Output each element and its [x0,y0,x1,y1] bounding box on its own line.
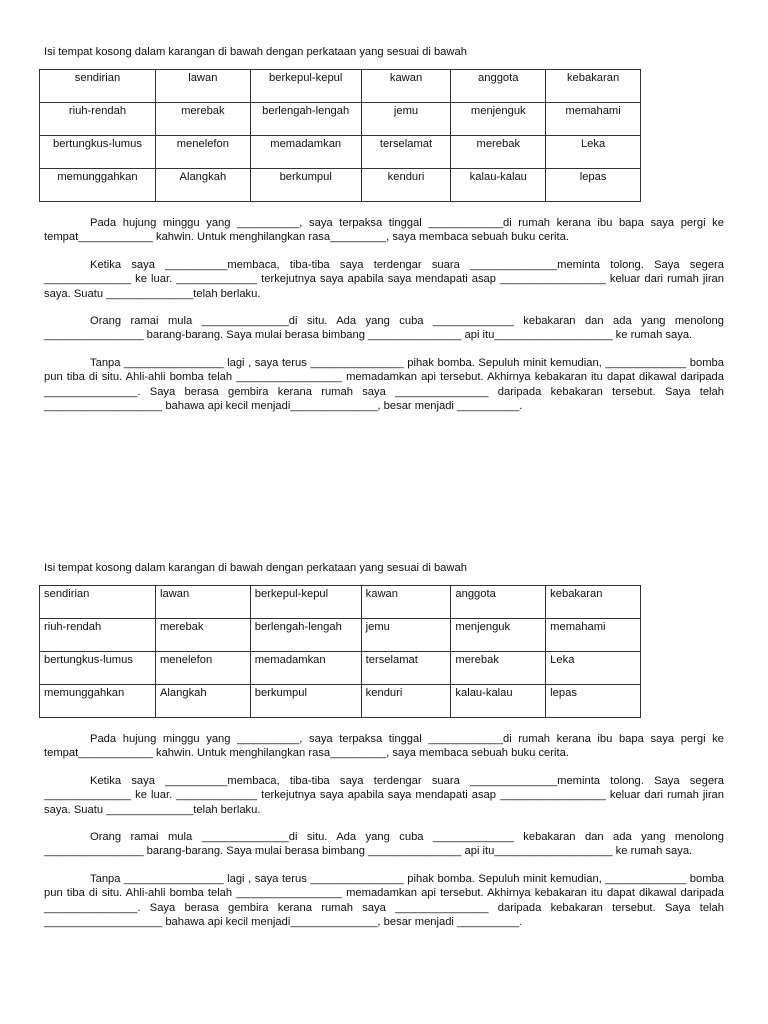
word-cell: Alangkah [155,685,250,718]
word-cell: kebakaran [546,70,641,103]
instruction-text: Isi tempat kosong dalam karangan di bawah dengan perkataan yang sesuai di bawah [44,46,467,58]
word-cell: berlengah-lengah [250,103,361,136]
word-cell: merebak [155,103,250,136]
story-paragraph: Tanpa ________________ lagi , saya terus _______________ pihak bomba. Sepuluh minit kemudian, _____________ bomba pun tiba di situ. Ahli-ahli bomba telah _________________ memadamkan api tersebut. Akhirnya kebakaran itu dapat dikawal daripada _______________. Saya berasa gembira kerana rumah saya _______________ daripada kebakaran tersebut. Saya telah ___________________ bahawa api kecil menjadi______________, besar menjadi __________. [44,872,724,929]
word-cell: riuh-rendah [40,619,156,652]
worksheet-section-2 [44,561,724,942]
story-paragraph: Pada hujung minggu yang __________, saya terpaksa tinggal ____________di rumah kerana ibu bapa saya pergi ke tempat____________ kahwin. Untuk menghilangkan rasa_________, saya membaca sebuah buku cerita. [44,217,724,244]
word-cell: memahami [546,103,641,136]
instruction-text: Isi tempat kosong dalam karangan di bawah dengan perkataan yang sesuai di bawah [44,562,467,574]
story-paragraph: Orang ramai mula ______________di situ. Ada yang cuba _____________ kebakaran dan ada yang menolong ________________ barang-barang. Saya mulai berasa bimbang _______________ api itu___________________ ke rumah saya. [44,831,724,858]
word-cell: anggota [451,70,546,103]
story-paragraph: Ketika saya __________membaca, tiba-tiba saya terdengar suara ______________meminta tolong. Saya segera ______________ ke luar. _____________ terkejutnya saya apabila saya mendapati asap _________________ keluar dari rumah jiran saya. Suatu ______________telah berlaku. [44,774,724,816]
word-cell: kebakaran [546,586,641,619]
word-bank-row [40,169,641,202]
story-paragraph: Ketika saya __________membaca, tiba-tiba saya terdengar suara ______________meminta tolong. Saya segera ______________ ke luar. _____________ terkejutnya saya apabila saya mendapati asap _________________ keluar dari rumah jiran saya. Suatu ______________telah berlaku. [44,258,724,300]
word-cell: berkumpul [250,685,361,718]
word-cell: berkepul-kepul [250,586,361,619]
word-cell: lepas [546,685,641,718]
word-cell: lawan [155,586,250,619]
word-cell: terselamat [361,136,451,169]
word-cell: jemu [361,619,451,652]
word-cell: memahami [546,619,641,652]
word-cell: kenduri [361,169,451,202]
word-cell: menjenguk [451,619,546,652]
word-cell: kalau-kalau [451,169,546,202]
word-bank-row [40,619,641,652]
word-bank-row [40,586,641,619]
word-cell: memadamkan [250,136,361,169]
word-cell: memadamkan [250,652,361,685]
word-cell: kenduri [361,685,451,718]
word-cell: berkepul-kepul [250,70,361,103]
story-text [44,732,724,929]
word-cell: merebak [451,652,546,685]
word-cell: lepas [546,169,641,202]
word-cell: bertungkus-lumus [40,136,156,169]
word-cell: merebak [451,136,546,169]
story-text [44,216,724,413]
word-cell: menjenguk [451,103,546,136]
word-cell: berlengah-lengah [250,619,361,652]
word-cell: Alangkah [155,169,250,202]
word-bank-table [39,69,641,202]
word-bank-row [40,136,641,169]
word-bank-row [40,103,641,136]
word-cell: sendirian [40,70,156,103]
word-cell: Leka [546,136,641,169]
word-cell: anggota [451,586,546,619]
word-cell: bertungkus-lumus [40,652,156,685]
word-cell: memunggahkan [40,685,156,718]
word-cell: sendirian [40,586,156,619]
word-bank-table [39,585,641,718]
word-cell: berkumpul [250,169,361,202]
word-bank-row [40,685,641,718]
word-cell: kalau-kalau [451,685,546,718]
word-bank-row [40,70,641,103]
word-cell: Leka [546,652,641,685]
word-cell: riuh-rendah [40,103,156,136]
word-cell: kawan [361,586,451,619]
word-cell: lawan [155,70,250,103]
word-cell: menelefon [155,136,250,169]
word-cell: kawan [361,70,451,103]
worksheet-section-1 [44,45,724,426]
story-paragraph: Pada hujung minggu yang __________, saya terpaksa tinggal ____________di rumah kerana ibu bapa saya pergi ke tempat____________ kahwin. Untuk menghilangkan rasa_________, saya membaca sebuah buku cerita. [44,733,724,760]
word-bank-row [40,652,641,685]
word-cell: memunggahkan [40,169,156,202]
word-cell: jemu [361,103,451,136]
word-cell: merebak [155,619,250,652]
story-paragraph: Tanpa ________________ lagi , saya terus _______________ pihak bomba. Sepuluh minit kemudian, _____________ bomba pun tiba di situ. Ahli-ahli bomba telah _________________ memadamkan api tersebut. Akhirnya kebakaran itu dapat dikawal daripada _______________. Saya berasa gembira kerana rumah saya _______________ daripada kebakaran tersebut. Saya telah ___________________ bahawa api kecil menjadi______________, besar menjadi __________. [44,356,724,413]
word-cell: menelefon [155,652,250,685]
word-cell: terselamat [361,652,451,685]
story-paragraph: Orang ramai mula ______________di situ. Ada yang cuba _____________ kebakaran dan ada yang menolong ________________ barang-barang. Saya mulai berasa bimbang _______________ api itu___________________ ke rumah saya. [44,315,724,342]
